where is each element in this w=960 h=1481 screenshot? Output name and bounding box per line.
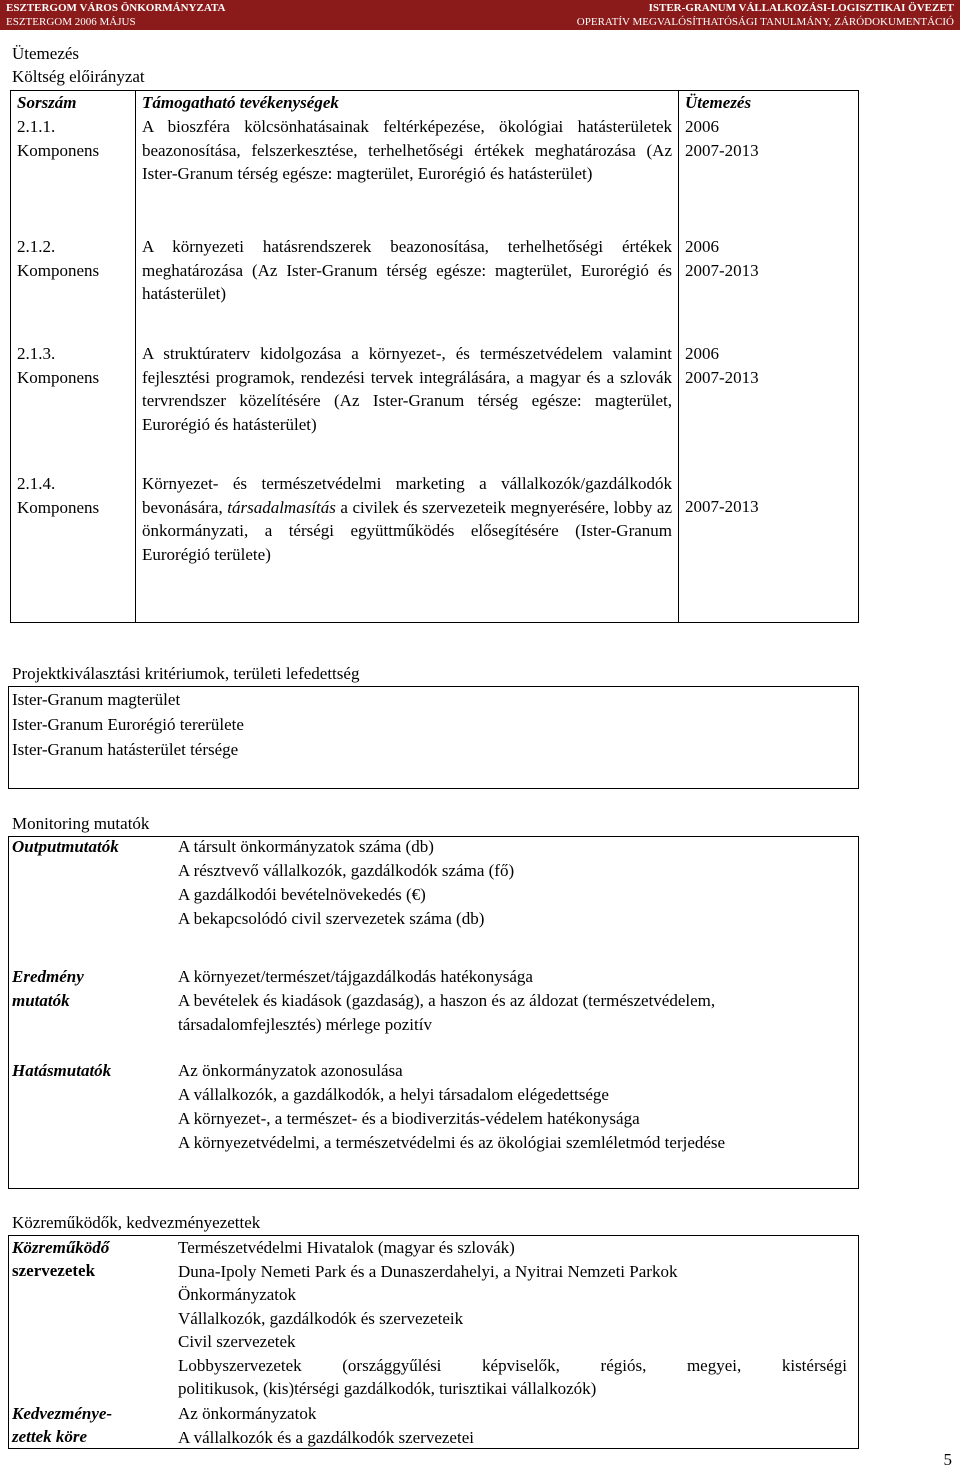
table-row — [11, 342, 859, 472]
row-number: 2.1.2. — [17, 237, 56, 256]
row-activity-part: a civilek és szervezeteik megnyerésére, lobby az önkormányzati, a térségi együttműködés elősegítésére (Ister-Granum Eurorégió területe) — [142, 497, 673, 564]
list-item: Önkormányzatok — [178, 1285, 297, 1304]
row-timing-2: 2007-2013 — [685, 367, 759, 387]
list-item: Az önkormányzatok — [178, 1404, 317, 1423]
list-item: A társult önkormányzatok száma (db) — [178, 837, 434, 856]
result-label-2: mutatók — [12, 991, 70, 1010]
schedule-heading: Ütemezés — [12, 44, 80, 63]
coop-label-1: Közreműködő — [12, 1238, 110, 1257]
list-item: társadalomfejlesztés) mérlege pozitív — [178, 1015, 432, 1034]
list-item: Civil szervezetek — [178, 1332, 296, 1351]
row-timing-2: 2007-2013 — [685, 497, 759, 516]
row-component: Komponens — [17, 367, 100, 387]
list-item: Duna-Ipoly Nemeti Park és a Dunaszerdahelyi, a Nyitrai Nemzeti Parkok — [178, 1261, 678, 1281]
list-item: Az önkormányzatok azonosulása — [178, 1061, 403, 1080]
schedule-table — [10, 90, 859, 623]
row-activity: A struktúraterv kidolgozása a környezet-, és természetvédelem valamint fejlesztési programok, rendezési tervek integrálására, a magyar és a szlovák tervrendszer közelítésére (Az Ister-Granum térség egésze: magterület, Eurorégió és hatásterület) — [136, 342, 679, 472]
page-header — [0, 0, 960, 30]
benef-list — [178, 1402, 474, 1449]
list-item: A bevételek és kiadások (gazdaság), a haszon és az áldozat (természetvédelem, — [178, 991, 716, 1010]
row-activity — [136, 472, 679, 623]
impact-list — [178, 1059, 725, 1155]
benef-label-2: zettek köre — [12, 1427, 88, 1446]
row-component: Komponens — [17, 260, 100, 280]
result-label-1: Eredmény — [12, 967, 84, 986]
impact-label: Hatásmutatók — [12, 1061, 112, 1080]
list-item: Ister-Granum magterület — [12, 690, 181, 709]
list-item: A környezetvédelmi, a természetvédelmi és az ökológiai szemléletmód terjedése — [178, 1133, 726, 1152]
header-activity: Támogatható tevékenységek — [136, 91, 679, 116]
criteria-title: Projektkiválasztási kritériumok, területi lefedettség — [12, 664, 360, 683]
monitoring-title: Monitoring mutatók — [12, 814, 150, 833]
output-label: Outputmutatók — [12, 837, 119, 856]
list-item: A résztvevő vállalkozók, gazdálkodók száma (fő) — [178, 861, 515, 880]
list-item: A környezet-, a természet- és a biodiverzitás-védelem hatékonysága — [178, 1109, 640, 1128]
row-timing-1: 2006 — [685, 344, 719, 363]
benef-label-1: Kedvezménye- — [12, 1404, 113, 1423]
row-timing-2: 2007-2013 — [685, 140, 759, 160]
table-row — [11, 472, 859, 623]
list-item: A vállalkozók, a gazdálkodók, a helyi társadalom elégedettsége — [178, 1085, 609, 1104]
list-item: Lobbyszervezetek (országgyűlési képviselők, régiós, megyei, kistérségi — [178, 1355, 847, 1375]
list-item: Vállalkozók, gazdálkodók és szervezeteik — [178, 1308, 464, 1328]
table-row — [11, 235, 859, 342]
header-timing: Ütemezés — [679, 91, 859, 116]
row-component: Komponens — [17, 140, 100, 160]
list-item: A gazdálkodói bevételnövekedés (€) — [178, 885, 426, 904]
row-activity-part: Környezet- és természetvédelmi marketing a vállalkozók/gazdálkodók bevonására, — [142, 474, 672, 517]
row-number: 2.1.1. — [17, 117, 56, 136]
header-left-bottom: ESZTERGOM 2006 MÁJUS — [6, 16, 136, 28]
row-timing-2: 2007-2013 — [685, 260, 759, 280]
coop-list — [178, 1236, 847, 1401]
header-right-bottom: OPERATÍV MEGVALÓSÍTHATÓSÁGI TANULMÁNY, ZÁRÓDOKUMENTÁCIÓ — [576, 16, 954, 28]
row-timing-1: 2006 — [685, 237, 719, 256]
list-item: Ister-Granum hatásterület térsége — [12, 740, 239, 759]
header-left-top: ESZTERGOM VÁROS ÖNKORMÁNYZATA — [6, 2, 226, 14]
row-activity-italic: társadalmasítás — [227, 497, 336, 517]
result-list — [178, 965, 715, 1037]
row-timing-1 — [685, 472, 852, 495]
page-number: 5 — [943, 1450, 952, 1469]
criteria-list — [12, 687, 244, 762]
budget-heading: Költség előirányzat — [12, 67, 145, 86]
output-list — [178, 835, 514, 931]
row-activity: A bioszféra kölcsönhatásainak feltérképezése, ökológiai hatásterületek beazonosítása, felszerkesztése, terhelhetőségi értékek meghatározása (Az Ister-Granum térség egésze: magterület, Eurorégió és hatásterület) — [136, 115, 679, 235]
row-number: 2.1.4. — [17, 474, 56, 493]
list-item: A bekapcsolódó civil szervezetek száma (db) — [178, 909, 485, 928]
header-right-top: ISTER-GRANUM VÁLLALKOZÁSI-LOGISZTIKAI ÖVEZET — [648, 2, 954, 14]
list-item: A vállalkozók és a gazdálkodók szervezetei — [178, 1427, 474, 1447]
partners-title: Közreműködők, kedvezményezettek — [12, 1213, 261, 1232]
table-header-row — [11, 91, 859, 116]
row-timing-1: 2006 — [685, 117, 719, 136]
list-item: politikusok, (kis)térségi gazdálkodók, turisztikai vállalkozók) — [178, 1379, 597, 1398]
row-activity: A környezeti hatásrendszerek beazonosítása, terhelhetőségi értékek meghatározása (Az Ister-Granum térség egésze: magterület, Eurorégió és hatásterület) — [136, 235, 679, 342]
row-component: Komponens — [17, 497, 100, 517]
coop-label-2: szervezetek — [12, 1261, 96, 1280]
list-item: Természetvédelmi Hivatalok (magyar és szlovák) — [178, 1238, 515, 1257]
table-row — [11, 115, 859, 235]
list-item: Ister-Granum Eurorégió tererülete — [12, 715, 244, 734]
row-number: 2.1.3. — [17, 344, 56, 363]
list-item: A környezet/természet/tájgazdálkodás hatékonysága — [178, 967, 533, 986]
header-num: Sorszám — [11, 91, 136, 116]
